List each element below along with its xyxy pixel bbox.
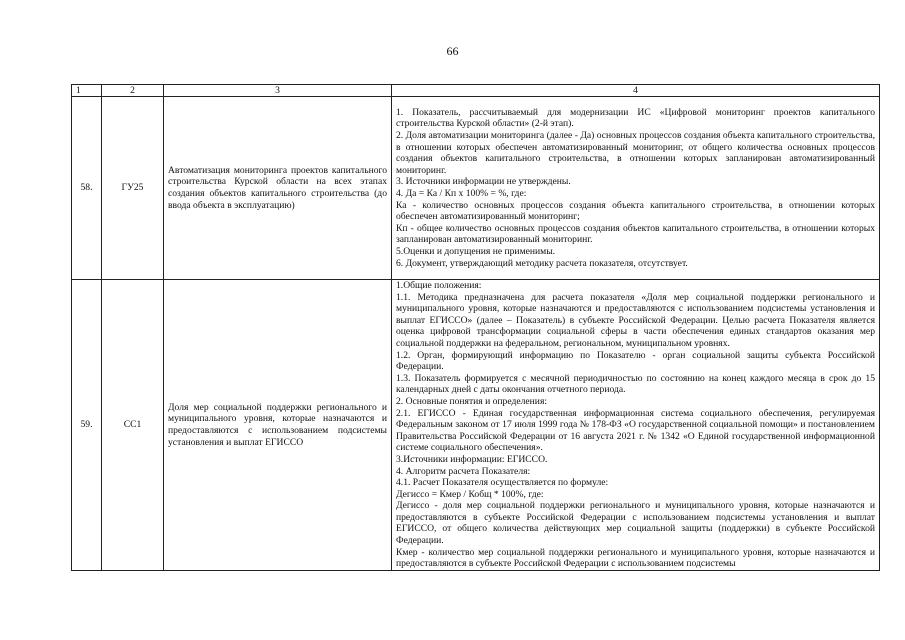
- description-line: Дегиссо = Кмер / Кобщ * 100%, где:: [396, 488, 544, 500]
- header-col-4: 4: [392, 85, 880, 97]
- description-line: 1. Показатель, рассчитываемый для модернизации ИС «Цифровой мониторинг проектов капитального строительства Курской области» (2-й этап).: [396, 106, 875, 130]
- header-col-1: 1: [72, 85, 102, 97]
- description-line: 6. Документ, утверждающий методику расчета показателя, отсутствует.: [396, 257, 688, 269]
- indicator-name: Доля мер социальной поддержки регионального и муниципального уровня, которые назначаются и предоставляются с использованием подсистемы установления и выплат ЕГИССО: [164, 280, 392, 571]
- description-line: 2.1. ЕГИССО - Единая государственная информационная система социального обеспечения, регулируемая Федеральным законом от 17 июля 1999 года № 178-ФЗ «О государственной социальной помощи» и постановлением Правительства Российской Федерации от 16 августа 2021 г. № 1342 «О Единой государственной информационной системе социального обеспечения».: [396, 407, 875, 454]
- description-line: 1.2. Орган, формирующий информацию по Показателю - орган социальной защиты субъекта Российской Федерации.: [396, 349, 875, 373]
- description-line: Дегиссо - доля мер социальной поддержки регионального и муниципального уровня, которые назначаются и предоставляются в субъекте Российской Федерации с использованием подсистемы установления и выплат ЕГИССО, от общего количества действующих мер социальной защиты (поддержки) в субъекте Российской Федерации.: [396, 500, 875, 547]
- indicator-description: [392, 280, 880, 571]
- indicators-table: [71, 84, 880, 571]
- table-row: [72, 97, 880, 280]
- description-line: 4. Алгоритм расчета Показателя:: [396, 465, 531, 477]
- indicator-code: ГУ25: [102, 97, 164, 280]
- header-col-2: 2: [102, 85, 164, 97]
- description-line: 4.1. Расчет Показателя осуществляется по формуле:: [396, 477, 609, 489]
- description-line: 3. Источники информации не утверждены.: [396, 176, 571, 188]
- description-line: 5.Оценки и допущения не применимы.: [396, 245, 556, 257]
- table-row: [72, 280, 880, 571]
- description-line: Кмер - количество мер социальной поддержки регионального и муниципального уровня, которые назначаются и предоставляются в субъекте Российской Федерации с использованием подсистемы: [396, 546, 875, 570]
- description-line: 1.1. Методика предназначена для расчета показателя «Доля мер социальной поддержки регионального и муниципального уровня, которые назначаются и предоставляются с использованием подсистемы установления и выплат ЕГИССО» (далее – Показатель) в субъекте Российской Федерации. Целью расчета Показателя является оценка цифровой трансформации социальной сферы в части обеспечения единых стандартов оказания мер социальной поддержки на федеральном, региональном, муниципальном уровнях.: [396, 291, 875, 349]
- header-col-3: 3: [164, 85, 392, 97]
- description-line: 2. Доля автоматизации мониторинга (далее - Да) основных процессов создания объекта капитального строительства, в отношении которых обеспечен автоматизированный мониторинг, от общего количества основных процессов создания объектов капитального строительства, в отношении которых запланирован автоматизированный мониторинг.: [396, 130, 875, 176]
- indicator-name: Автоматизация мониторинга проектов капитального строительства Курской области на всех этапах создания объектов капитального строительства (до ввода объекта в эксплуатацию): [164, 97, 392, 280]
- description-line: 4. Да = Ка / Кп х 100% = %, где:: [396, 188, 527, 199]
- description-line: 1.3. Показатель формируется с месячной периодичностью по состоянию на конец каждого месяца в срок до 15 календарных дней с даты окончания отчетного периода.: [396, 372, 875, 396]
- row-number: 59.: [72, 280, 102, 571]
- description-line: 2. Основные понятия и определения:: [396, 395, 548, 407]
- indicator-code: СС1: [102, 280, 164, 571]
- description-line: 3.Источники информации: ЕГИССО.: [396, 453, 548, 465]
- table-header-row: [72, 85, 880, 97]
- description-line: Кп - общее количество основных процессов создания объектов капитального строительства, в отношении которых запланирован автоматизированный мониторинг.: [396, 222, 875, 246]
- description-line: Ка - количество основных процессов создания объекта капитального строительства, в отношении которых обеспечен автоматизированный мониторинг;: [396, 199, 875, 223]
- page-number: 66: [446, 44, 459, 58]
- indicator-description: [392, 97, 880, 280]
- row-number: 58.: [72, 97, 102, 280]
- description-line: 1.Общие положения:: [396, 280, 482, 291]
